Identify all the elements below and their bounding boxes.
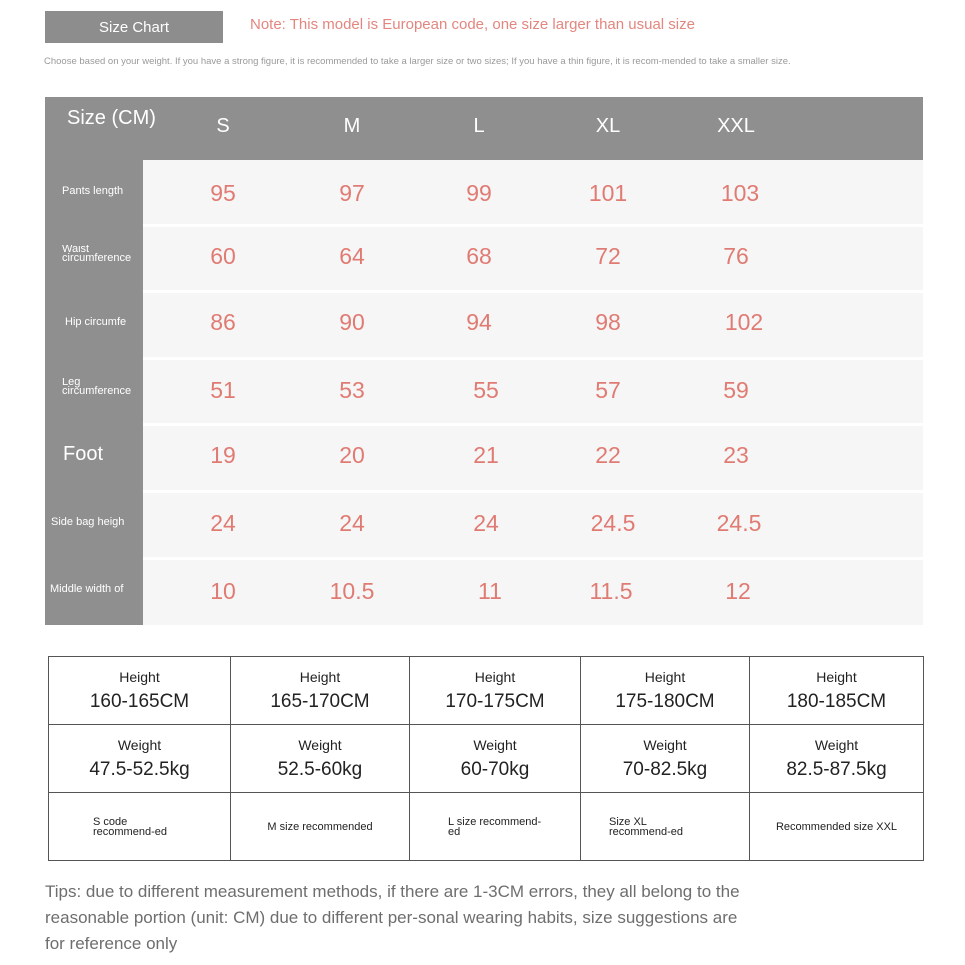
height-cell: Height 175-180CM <box>581 657 750 725</box>
column-header-m: M <box>343 115 361 137</box>
recommendation-cell: L size recommend-ed <box>410 793 581 861</box>
row-label-middle-width: Middle width of <box>50 583 124 595</box>
value-cell: 10.5 <box>329 578 375 604</box>
column-header-l: L <box>473 115 485 137</box>
row-divider <box>143 557 923 560</box>
value-cell: 11.5 <box>589 578 633 604</box>
value-cell: 10 <box>210 578 236 604</box>
value-cell: 22 <box>595 442 621 468</box>
value-cell: 97 <box>339 180 365 206</box>
column-header-xl: XL <box>595 115 621 137</box>
size-table-header <box>45 97 923 160</box>
value-cell: 68 <box>466 243 492 269</box>
row-divider <box>143 290 923 293</box>
row-label-pants-length: Pants length <box>62 185 124 197</box>
weight-cell: Weight 82.5-87.5kg <box>750 725 924 793</box>
recommendation-cell: Recommended size XXL <box>750 793 924 861</box>
measurement-tips: Tips: due to different measurement methods, if there are 1-3CM errors, they all belong to the reasonable portion (unit: CM) due to different per-sonal wearing habits, size suggestions are for reference only <box>45 882 740 953</box>
weight-row <box>49 725 924 793</box>
row-label-waist-circumference: Waist circumference <box>62 245 132 263</box>
value-cell: 24 <box>473 510 499 536</box>
value-cell: 99 <box>466 180 492 206</box>
height-cell: Height 160-165CM <box>49 657 231 725</box>
row-label-leg-circumference: Leg circumference <box>62 378 132 396</box>
weight-cell: Weight 70-82.5kg <box>581 725 750 793</box>
value-cell: 53 <box>339 377 365 403</box>
value-cell: 23 <box>723 442 749 468</box>
height-cell: Height 180-185CM <box>750 657 924 725</box>
height-cell: Height 170-175CM <box>410 657 581 725</box>
height-row <box>49 657 924 725</box>
value-cell: 102 <box>724 309 764 335</box>
value-cell: 20 <box>339 442 365 468</box>
value-cell: 12 <box>725 578 751 604</box>
sizing-note: Note: This model is European code, one size larger than usual size <box>250 16 695 33</box>
value-cell: 59 <box>723 377 749 403</box>
recommendation-cell: Size XL recommend-ed <box>581 793 750 861</box>
value-cell: 57 <box>595 377 621 403</box>
value-cell: 51 <box>210 377 236 403</box>
row-divider <box>143 224 923 227</box>
height-weight-table <box>48 656 924 861</box>
recommendation-cell: S code recommend-ed <box>49 793 231 861</box>
row-label-foot: Foot <box>63 443 104 465</box>
recommendation-cell: M size recommended <box>231 793 410 861</box>
size-chart-tag: Size Chart <box>45 11 223 43</box>
value-cell: 24 <box>339 510 365 536</box>
value-cell: 11 <box>478 578 502 604</box>
row-label-hip-circumference: Hip circumfe <box>65 316 127 328</box>
row-divider <box>143 490 923 493</box>
value-cell: 95 <box>210 180 236 206</box>
value-cell: 72 <box>595 243 621 269</box>
value-cell: 24 <box>210 510 236 536</box>
weight-cell: Weight 52.5-60kg <box>231 725 410 793</box>
value-cell: 103 <box>720 180 760 206</box>
row-divider <box>143 357 923 360</box>
value-cell: 94 <box>466 309 492 335</box>
value-cell: 101 <box>588 180 628 206</box>
value-cell: 19 <box>210 442 236 468</box>
row-divider <box>143 423 923 426</box>
value-cell: 55 <box>473 377 499 403</box>
column-header-xxl: XXL <box>717 115 755 137</box>
weight-cell: Weight 47.5-52.5kg <box>49 725 231 793</box>
weight-cell: Weight 60-70kg <box>410 725 581 793</box>
value-cell: 90 <box>339 309 365 335</box>
value-cell: 86 <box>210 309 236 335</box>
value-cell: 76 <box>723 243 749 269</box>
value-cell: 24.5 <box>716 510 762 536</box>
recommendation-row <box>49 793 924 861</box>
corner-label: Size (CM) <box>67 107 156 129</box>
value-cell: 60 <box>210 243 236 269</box>
value-cell: 24.5 <box>590 510 636 536</box>
value-cell: 21 <box>473 442 499 468</box>
value-cell: 98 <box>595 309 621 335</box>
sizing-advice: Choose based on your weight. If you have a strong figure, it is recommended to take a larger size or two sizes; If you have a thin figure, it is recom-mended to take a smaller size. <box>44 56 791 67</box>
size-chart-table <box>45 97 923 625</box>
value-cell: 64 <box>339 243 365 269</box>
row-label-side-bag-height: Side bag heigh <box>51 516 125 528</box>
height-cell: Height 165-170CM <box>231 657 410 725</box>
column-header-s: S <box>216 115 230 137</box>
